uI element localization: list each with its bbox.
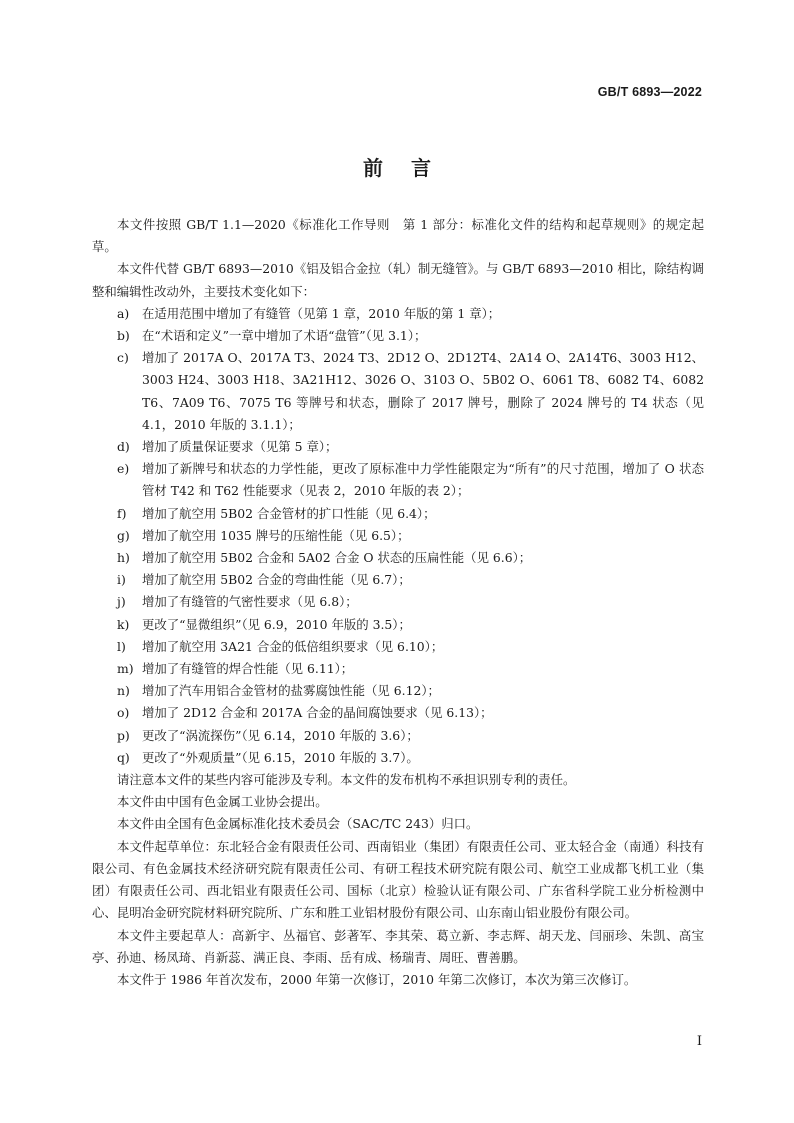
list-marker: p) <box>117 727 130 743</box>
list-marker: f) <box>117 505 127 521</box>
list-marker: a) <box>117 305 130 321</box>
list-item <box>92 658 704 680</box>
list-marker: m) <box>117 661 134 677</box>
list-item-text: 增加了汽车用铝合金管材的盐雾腐蚀性能（见 6.12）； <box>142 683 440 699</box>
list-marker: g) <box>117 527 130 543</box>
list-item <box>92 636 704 658</box>
list-item <box>92 436 704 458</box>
list-item <box>92 325 704 347</box>
list-item <box>92 747 704 769</box>
list-item-text: 增加了航空用 5B02 合金的弯曲性能（见 6.7）； <box>142 572 411 588</box>
list-item-text: 增加了航空用 5B02 合金和 5A02 合金 O 状态的压扁性能（见 6.6）； <box>142 550 532 566</box>
list-item-text: 增加了航空用 5B02 合金管材的扩口性能（见 6.4）； <box>142 505 436 521</box>
list-marker: b) <box>117 328 130 344</box>
list-item <box>92 614 704 636</box>
list-marker: l) <box>117 638 126 654</box>
list-item <box>92 547 704 569</box>
intro-paragraph: 本文件代替 GB/T 6893—2010《铝及铝合金拉（轧）制无缝管》。与 GB/T 6893—2010 相比，除结构调整和编辑性改动外，主要技术变化如下： <box>92 261 704 299</box>
list-item <box>92 591 704 613</box>
list-item-text: 在“术语和定义”一章中增加了术语“盘管”（见 3.1）； <box>142 328 427 344</box>
outro-paragraph: 本文件由全国有色金属标准化技术委员会（SAC/TC 243）归口。 <box>117 816 479 832</box>
list-item <box>92 702 704 724</box>
outro-paragraph: 本文件于 1986 年首次发布，2000 年第一次修订，2010 年第二次修订，本次为第三次修订。 <box>117 971 637 987</box>
list-item-text: 增加了有缝管的焊合性能（见 6.11）； <box>142 661 354 677</box>
list-item <box>92 525 704 547</box>
list-item-text: 增加了新牌号和状态的力学性能，更改了原标准中力学性能限定为“所有”的尺寸范围，增加了 O 状态管材 T42 和 T62 性能要求（见表 2，2010 年版的表 2）； <box>142 461 704 499</box>
document-body <box>92 214 704 991</box>
outro-paragraph: 请注意本文件的某些内容可能涉及专利。本文件的发布机构不承担识别专利的责任。 <box>117 772 576 788</box>
list-item-text: 增加了 2D12 合金和 2017A 合金的晶间腐蚀要求（见 6.13）； <box>142 705 493 721</box>
list-item <box>92 503 704 525</box>
list-item-text: 增加了有缝管的气密性要求（见 6.8）； <box>142 594 358 610</box>
list-item-text: 更改了“涡流探伤”（见 6.14，2010 年版的 3.6）； <box>142 727 419 743</box>
list-marker: d) <box>117 439 130 455</box>
list-item-text: 增加了航空用 3A21 合金的低倍组织要求（见 6.10）； <box>142 638 444 654</box>
list-item-text: 更改了“外观质量”（见 6.15，2010 年版的 3.7）。 <box>142 749 419 765</box>
list-marker: q) <box>117 749 130 765</box>
list-item <box>92 458 704 502</box>
list-item-text: 增加了 2017A O、2017A T3、2024 T3、2D12 O、2D12T4、2A14 O、2A14T6、3003 H12、3003 H24、3003 H18、3A21H12、3026 O、3103 O、5B02 O、6061 T8、6082 T4、6082 T6、7A09 T6、7075 T6 等牌号和状态，删除了 2017 牌号，删除了 2024 牌号的 T4 状态（见 4.1，2010 年版的 3.1.1）； <box>142 350 704 432</box>
list-marker: k) <box>117 616 130 632</box>
list-item <box>92 569 704 591</box>
list-marker: h) <box>117 550 130 566</box>
standard-code: GB/T 6893—2022 <box>597 85 702 99</box>
list-item-text: 增加了航空用 1035 牌号的压缩性能（见 6.5）； <box>142 527 410 543</box>
list-item-text: 增加了质量保证要求（见第 5 章）； <box>142 439 338 455</box>
list-marker: e) <box>117 461 130 477</box>
outro-paragraph: 本文件由中国有色金属工业协会提出。 <box>117 794 328 810</box>
page-title: 前言 <box>363 156 459 180</box>
intro-paragraph: 本文件按照 GB/T 1.1—2020《标准化工作导则 第 1 部分：标准化文件的结构和起草规则》的规定起草。 <box>92 217 704 255</box>
list-marker: o) <box>117 705 130 721</box>
list-item-text: 在适用范围中增加了有缝管（见第 1 章，2010 年版的第 1 章）； <box>142 305 501 321</box>
changes-list <box>92 303 704 769</box>
list-marker: i) <box>117 572 126 588</box>
list-item <box>92 303 704 325</box>
list-marker: j) <box>117 594 126 610</box>
list-item <box>92 725 704 747</box>
list-marker: c) <box>117 350 129 366</box>
page-number: I <box>696 1034 702 1049</box>
list-item-text: 更改了“显微组织”（见 6.9，2010 年版的 3.5）； <box>142 616 411 632</box>
outro-paragraph: 本文件主要起草人：高新宇、丛福官、彭著军、李其荣、葛立新、李志辉、胡天龙、闫丽珍、朱凯、高宝亭、孙迪、杨凤琦、肖新蕊、满正良、李雨、岳有成、杨瑞青、周旺、曹善鹏。 <box>92 927 704 965</box>
list-marker: n) <box>117 683 130 699</box>
list-item <box>92 347 704 436</box>
outro-paragraph: 本文件起草单位：东北轻合金有限责任公司、西南铝业（集团）有限责任公司、亚太轻合金（南通）科技有限公司、有色金属技术经济研究院有限责任公司、有研工程技术研究院有限公司、航空工业成都飞机工业（集团）有限责任公司、西北铝业有限责任公司、国标（北京）检验认证有限公司、广东省科学院工业分析检测中心、昆明冶金研究院材料研究院所、广东和胜工业铝材股份有限公司、山东南山铝业股份有限公司。 <box>92 838 704 921</box>
list-item <box>92 680 704 702</box>
